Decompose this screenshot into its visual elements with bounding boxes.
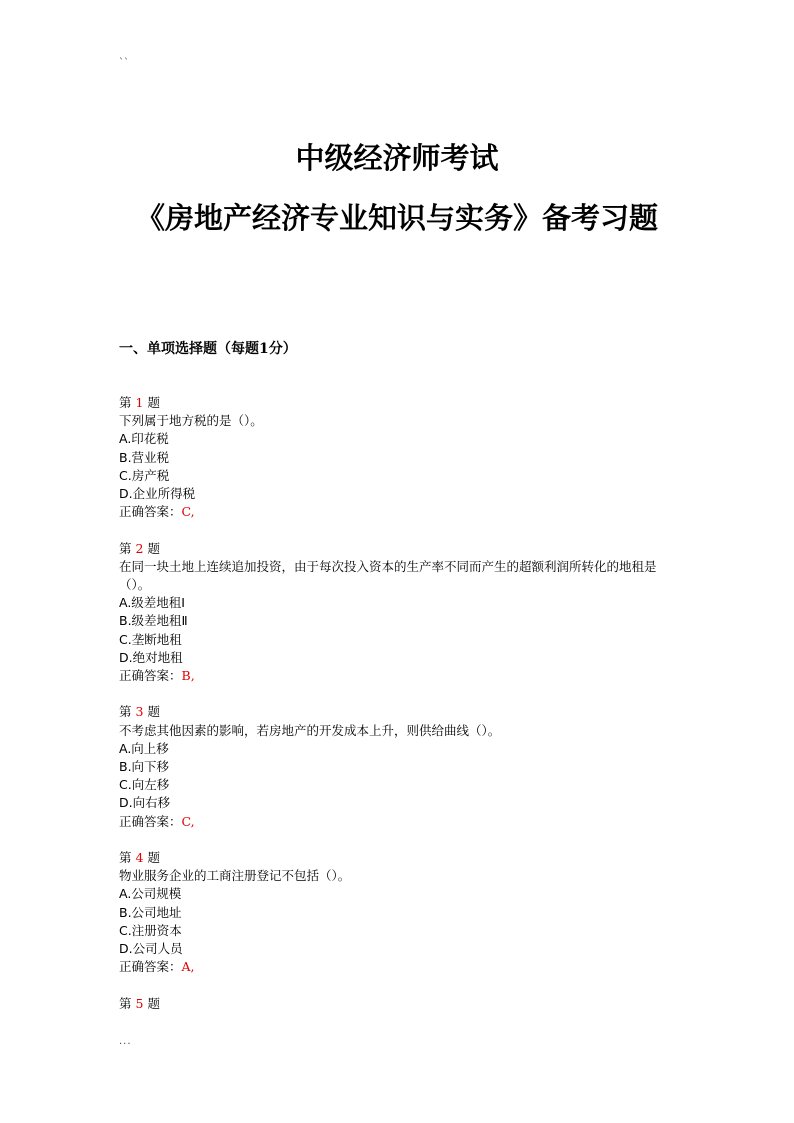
question-text: 在同一块土地上连续追加投资，由于每次投入资本的生产率不同而产生的超额利润所转化的地租是（）。: [119, 558, 657, 593]
question-prefix: 第: [119, 850, 132, 866]
answer-label: 正确答案：: [119, 668, 182, 684]
question-prefix: 第: [119, 995, 132, 1011]
page-header-mark: ``: [119, 58, 129, 69]
question-text: 物业服务企业的工商注册登记不包括（）。: [119, 868, 351, 884]
option-d: D.企业所得税: [119, 486, 196, 502]
question-suffix: 题: [147, 995, 160, 1011]
question-number-line: [119, 849, 679, 867]
question-prefix: 第: [119, 540, 132, 556]
option-a: A.公司规模: [119, 886, 182, 902]
option-c: C.注册资本: [119, 922, 182, 938]
option-a: A.印花税: [119, 431, 169, 447]
document-title-line2: 《房地产经济专业知识与实务》备考习题: [135, 201, 658, 235]
question-list: [119, 394, 679, 1031]
question-3: [119, 703, 679, 830]
question-number-line: [119, 540, 679, 558]
question-number: 3: [135, 704, 144, 720]
option-c: C.向左移: [119, 777, 170, 793]
option-d: D.向右移: [119, 795, 171, 811]
answer-value: B,: [181, 668, 195, 684]
section-heading: 一、单项选择题（每题1分）: [119, 341, 297, 357]
question-suffix: 题: [147, 850, 160, 866]
option-d: D.绝对地租: [119, 649, 183, 665]
option-c: C.垄断地租: [119, 631, 182, 647]
question-prefix: 第: [119, 395, 132, 410]
question-2: [119, 540, 679, 686]
answer-value: A,: [181, 959, 195, 975]
question-prefix: 第: [119, 704, 132, 720]
option-b: B.级差地租Ⅱ: [119, 613, 188, 629]
option-d: D.公司人员: [119, 941, 183, 957]
answer-line: [119, 813, 679, 831]
question-text: 下列属于地方税的是（）。: [119, 413, 263, 429]
answer-line: [119, 503, 679, 521]
question-5: [119, 995, 679, 1013]
answer-label: 正确答案：: [119, 504, 182, 520]
question-1: [119, 394, 679, 521]
answer-label: 正确答案：: [119, 813, 182, 829]
option-b: B.向下移: [119, 759, 170, 775]
answer-value: C,: [181, 813, 195, 829]
option-a: A.向上移: [119, 740, 169, 756]
answer-line: [119, 667, 679, 685]
option-b: B.营业税: [119, 449, 170, 465]
document-title-line1: 中级经济师考试: [295, 141, 499, 175]
question-suffix: 题: [147, 395, 160, 410]
question-suffix: 题: [147, 704, 160, 720]
question-text: 不考虑其他因素的影响，若房地产的开发成本上升，则供给曲线（）。: [119, 722, 501, 738]
question-4: [119, 849, 679, 976]
page-footer-mark: ...: [119, 1036, 132, 1047]
answer-line: [119, 958, 679, 976]
question-number-line: [119, 703, 679, 721]
question-number-line: [119, 394, 679, 412]
answer-label: 正确答案：: [119, 959, 182, 975]
question-number: 4: [135, 850, 144, 866]
question-number: 1: [135, 395, 144, 410]
option-a: A.级差地租Ⅰ: [119, 595, 185, 611]
question-number: 2: [135, 540, 144, 556]
question-suffix: 题: [147, 540, 160, 556]
answer-value: C,: [181, 504, 195, 520]
option-c: C.房产税: [119, 467, 170, 483]
question-number: 5: [135, 995, 144, 1011]
question-number-line: [119, 995, 679, 1013]
option-b: B.公司地址: [119, 904, 182, 920]
